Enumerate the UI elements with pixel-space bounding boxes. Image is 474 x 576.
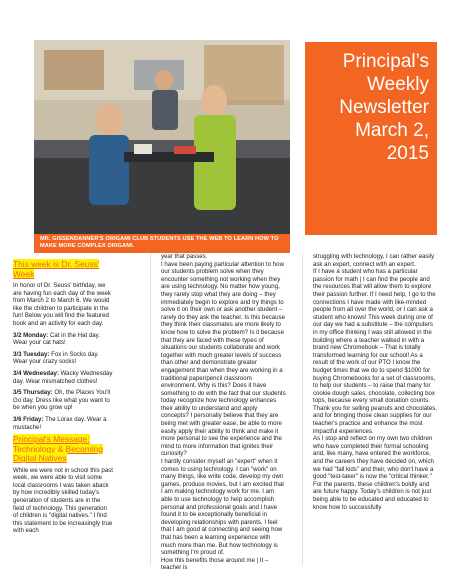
- day-item: 3/5 Thursday: Oh, the Places You'll Go day. Dress like what you want to be when you grow up!: [13, 389, 111, 412]
- right-column-text: struggling with technology, I can rather easily ask an expert, connect with an expert. If I have a student who has a particular passion for math | I can find the people and the resources that will allow them to explore their passion further. If I need help, I go to the connections I have made with like-minded people from all over the world, or I can ask a student who knows! This week during one of our day we had a substitute – the computers in my office thinking I was still allowed in the building where a teacher walked in with a brand new Chromebook – That is totally transformed learning for our school! As a result of the work of our PTO I know the budget times that we do to spend $1000 for buying Chromebooks for a set of classrooms, to help our students – to raise that many for cookie dough sales, chocolate, collecting box tops, because every small donation counts. Thank you for selling peanuts and chocolates, and for bringing those clean supplies for our teacher's practice and enhance the most impactful experiences. As I stop and reflect on my own two children who have completed their formal schooling and, like many, have entered the workforce, and the careers they have decided on, which we had "fall kids" and their, who don't have a good "test-taker" is now the "critical thinker." For the parents, these children's boldly and are future happy. Today's children is not just being able to be educated and educated to know how to successfully: [313, 253, 437, 511]
- seuss-week-intro: In honor of Dr. Seuss' birthday, we are having fun each day of the week from March 2 to March 6. We would like the children to participate in the fun! Below you will find the featured book and an activity for each day.: [13, 282, 111, 327]
- day-item: 3/6 Friday: The Lorax day. Wear a mustache!: [13, 415, 107, 431]
- seuss-week-heading: This week is Dr. Seuss' Week: [13, 259, 100, 279]
- title-line-5: 2015: [386, 143, 429, 164]
- principal-message-body: While we were not in school this past week, we were able to visit some local classrooms I was taken aback by how incredibly skilled today's generation of students are in the field of technology. This generation of children is "digital natives." I find this statement to be increasingly true with each: [13, 466, 113, 535]
- title-line-3: Newsletter: [339, 97, 429, 118]
- title-line-2: Weekly: [367, 74, 429, 95]
- column-divider: [150, 253, 151, 565]
- photo-caption: MR. GISSENDANNER'S ORIGAMI CLUB STUDENTS USE THE WEB TO LEARN HOW TO MAKE MORE COMPLEX ORIGAMI.: [34, 234, 290, 253]
- column-left: [13, 260, 113, 539]
- column-middle: [161, 253, 286, 576]
- day-item: 3/4 Wednesday: Wacky Wednesday day. Wear mismatched clothes!: [13, 369, 113, 385]
- column-right: [313, 253, 438, 515]
- newsletter-title: [305, 42, 437, 235]
- middle-column-text: year that passes. I have been paying particular attention to how our students problem solve when they encounter something not working when they are using technology. No matter how young, they rarely stop what they are doing – they immediately begin to explore and try things to solve it on their own or ask another student – rarely do they ask the teacher. Is this because they think their classmates are more likely to know how to solve the problem? Is it because that they are faced with these types of situations our students collaborate and work together with much greater levels of success than other and demonstrate greater engagement than when they are working in a traditional paper/pencil classroom environment. Why is this? Does it have something to do with the fact that our students today recognize how technology enhances their ability to understand and apply concepts? I personally believe that they are being met with greater ease, be able to more easily apply their ability to think and make it more personal to see the experience and the mind to more information that ignites their curiosity? I hardly consider myself an "expert" when it comes to using technology. I can "work" on many things, like write code, develop my own games, produce movies, but I am excited that I am making technology work for me. I am able to use technology to help accomplish personal and professional goals and I have found it to be exceptionally beneficial in developing relationships with parents. I feel that I am good at connecting and seeing how that has been a learning experience with much more than me. But how technology is something I'm proud of. How this benefits those around me | It – teacher is: [161, 253, 286, 572]
- principal-message-heading: Principal's Message: Technology & Becoming Digital Natives: [13, 434, 103, 464]
- column-divider: [302, 253, 303, 565]
- classroom-photo-image: [34, 40, 290, 234]
- classroom-photo: [34, 40, 290, 234]
- day-item: 3/3 Tuesday: Fox in Socks day. Wear your crazy socks!: [13, 350, 99, 366]
- title-line-1: Principal’s: [342, 51, 429, 72]
- title-line-4: March 2,: [355, 120, 429, 141]
- day-item: 3/2 Monday: Cat in the Hat day. Wear your cat hats!: [13, 331, 100, 347]
